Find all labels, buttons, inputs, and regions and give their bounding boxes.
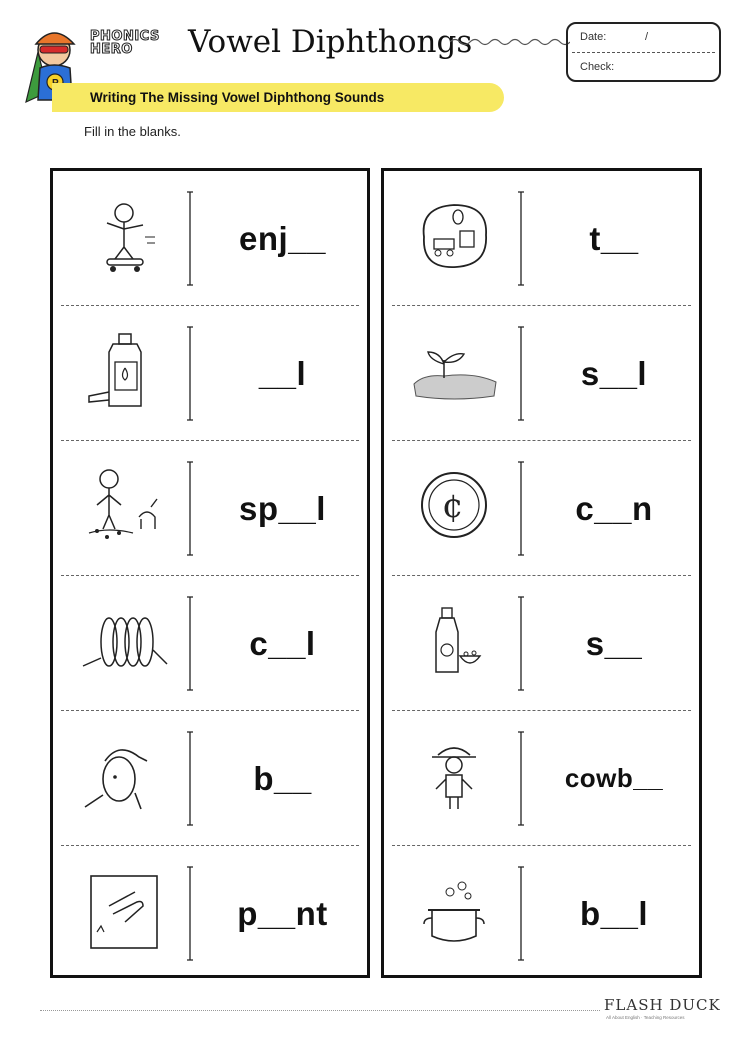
exercise-row <box>53 441 367 576</box>
cowboy-icon <box>410 727 500 823</box>
phonics-hero-logo <box>90 30 160 56</box>
date-slash: / <box>645 31 649 43</box>
exercise-row <box>384 171 699 306</box>
exercise-row <box>384 846 699 981</box>
word-prompt: c__l <box>249 624 316 662</box>
child-spilling-icon <box>79 457 169 553</box>
pointing-hand-icon <box>79 862 169 958</box>
word-prompt: t__ <box>589 219 639 257</box>
word-prompt: p__nt <box>237 894 328 932</box>
divider-bracket-icon <box>517 731 525 826</box>
divider-bracket-icon <box>517 596 525 691</box>
right-exercise-panel <box>381 168 702 978</box>
exercise-row <box>384 441 699 576</box>
date-label: Date: <box>580 31 607 43</box>
flash-duck-logo <box>604 996 724 1026</box>
word-prompt: c__n <box>575 489 653 527</box>
left-exercise-panel <box>50 168 370 978</box>
exercise-row <box>53 306 367 441</box>
exercise-row <box>53 846 367 981</box>
sprout-in-soil-icon <box>410 322 500 418</box>
footer-divider <box>40 1010 600 1011</box>
toys-icon <box>410 187 500 283</box>
skateboarder-icon <box>79 187 169 283</box>
boy-with-cap-icon <box>79 727 169 823</box>
divider-bracket-icon <box>517 866 525 961</box>
word-prompt: s__l <box>580 354 648 392</box>
exercise-row <box>53 711 367 846</box>
word-prompt: b__ <box>253 759 312 797</box>
exercise-row <box>53 576 367 711</box>
exercise-row <box>384 306 699 441</box>
subtitle-banner <box>52 83 504 112</box>
check-label: Check: <box>580 61 615 73</box>
subtitle: Writing The Missing Vowel Diphthong Sounds <box>90 90 385 105</box>
date-check-box <box>566 22 721 82</box>
divider-bracket-icon <box>517 326 525 421</box>
oil-bottle-icon <box>79 322 169 418</box>
divider-bracket-icon <box>186 731 194 826</box>
boiling-pot-icon <box>410 862 500 958</box>
divider-bracket-icon <box>517 461 525 556</box>
exercise-row <box>384 576 699 711</box>
word-prompt: __l <box>258 354 307 392</box>
divider-bracket-icon <box>186 596 194 691</box>
divider-bracket-icon <box>186 326 194 421</box>
date-divider <box>572 52 715 53</box>
page-title: Vowel Diphthongs <box>188 24 473 60</box>
word-prompt: cowb__ <box>564 763 664 793</box>
brand-line-1: PHONICS <box>90 29 160 44</box>
exercise-row <box>53 171 367 306</box>
word-prompt: enj__ <box>239 219 326 257</box>
instructions: Fill in the blanks. <box>84 124 181 139</box>
word-prompt: b__l <box>579 894 649 932</box>
word-prompt: s__ <box>585 624 643 662</box>
exercise-row <box>384 711 699 846</box>
coiled-hose-icon <box>79 592 169 688</box>
divider-bracket-icon <box>186 461 194 556</box>
divider-bracket-icon <box>517 191 525 286</box>
footer-brand: FLASH DUCK <box>604 996 721 1014</box>
brand-line-2: HERO <box>90 42 133 57</box>
soy-sauce-icon <box>410 592 500 688</box>
svg-text:¢: ¢ <box>442 486 464 526</box>
wavy-line-decoration <box>450 34 570 50</box>
divider-bracket-icon <box>186 191 194 286</box>
coin-icon <box>410 457 500 553</box>
footer-tagline: All About English · Teaching Resources <box>606 1015 685 1020</box>
divider-bracket-icon <box>186 866 194 961</box>
word-prompt: sp__l <box>239 489 326 527</box>
